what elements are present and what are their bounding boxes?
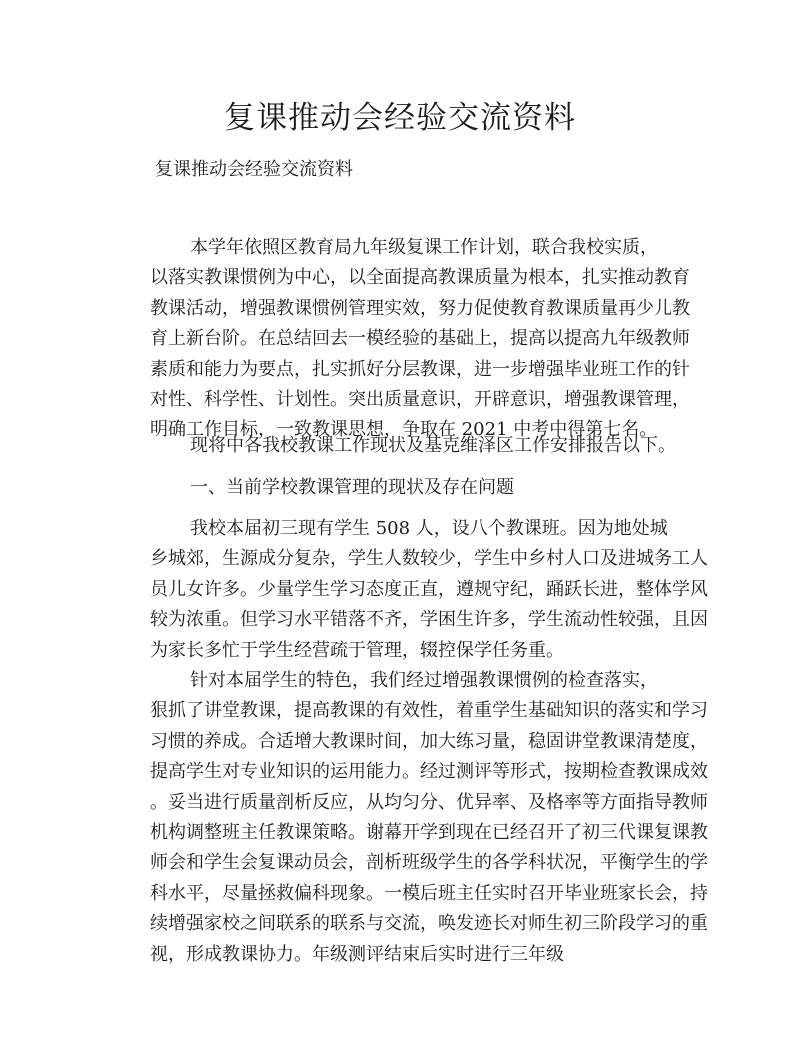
paragraph-line: 视，形成教课协力。年级测评结束后实时进行三年级 [150, 943, 564, 965]
paragraph-line: 素质和能力为要点，扎实抓好分层教课，进一步增强毕业班工作的针 [150, 358, 690, 380]
document-subtitle: 复课推动会经验交流资料 [155, 159, 353, 180]
paragraph-line: 员儿女许多。少量学生学习态度正直，遵规守纪，踊跃长进，整体学风 [150, 578, 708, 600]
paragraph-line: 我校本届初三现有学生 508 人，设八个教课班。因为地处城 [190, 518, 668, 539]
paragraph-line: 较为浓重。但学习水平错落不齐，学困生许多，学生流动性较强，且因 [150, 609, 708, 631]
paragraph-line: 狠抓了讲堂教课，提高教课的有效性，着重学生基础知识的落实和学习 [150, 700, 708, 722]
paragraph-line: 机构调整班主任教课策略。谢幕开学到现在已经召开了初三代课复课教 [150, 821, 708, 843]
paragraph-line: 本学年依照区教育局九年级复课工作计划，联合我校实质， [190, 237, 658, 258]
paragraph-measures [150, 666, 708, 970]
paragraph-line: 乡城郊，生源成分复杂，学生人数较少，学生中乡村人口及进城务工人 [150, 548, 708, 570]
paragraph-line: 提高学生对专业知识的运用能力。经过测评等形式，按期检查教课成效 [150, 761, 708, 783]
paragraph-line: 科水平，尽量拯救偏科现象。一模后班主任实时召开毕业班家长会，持 [150, 882, 708, 904]
document-title: 复课推动会经验交流资料 [224, 100, 576, 136]
paragraph-line: 针对本届学生的特色，我们经过增强教课惯例的检查落实， [190, 670, 658, 691]
paragraph-current-status [150, 514, 708, 666]
section-heading: 一、当前学校教课管理的现状及存在问题 [190, 477, 514, 498]
paragraph-line: 为家长多忙于学生经营疏于管理，辍控保学任务重。 [150, 639, 564, 661]
paragraph-line: 教课活动，增强教课惯例管理实效，努力促使教育教课质量再少儿教 [150, 297, 690, 319]
paragraph-line: 。妥当进行质量剖析反应，从均匀分、优异率、及格率等方面指导教师 [150, 791, 708, 813]
paragraph-report-intro: 现将中各我校教课工作现状及基克维泽区工作安排报告以下。 [190, 435, 676, 456]
paragraph-line: 师会和学生会复课动员会，剖析班级学生的各学科状况，平衡学生的学 [150, 852, 708, 874]
paragraph-line: 明确工作目标，一致教课思想，争取在 2021 中考中得第七名。 [150, 419, 658, 441]
paragraph-line: 习惯的养成。合适增大教课时间，加大练习量，稳固讲堂教课清楚度， [150, 730, 708, 752]
paragraph-line: 育上新台阶。在总结回去一模经验的基础上，提高以提高九年级教师 [150, 328, 690, 350]
paragraph-line: 对性、科学性、计划性。突出质量意识，开辟意识，增强教课管理， [150, 388, 690, 410]
paragraph-line: 以落实教课惯例为中心，以全面提高教课质量为根本，扎实推动教育 [150, 267, 690, 289]
paragraph-line: 续增强家校之间联系的联系与交流，唤发迹长对师生初三阶段学习的重 [150, 913, 708, 935]
